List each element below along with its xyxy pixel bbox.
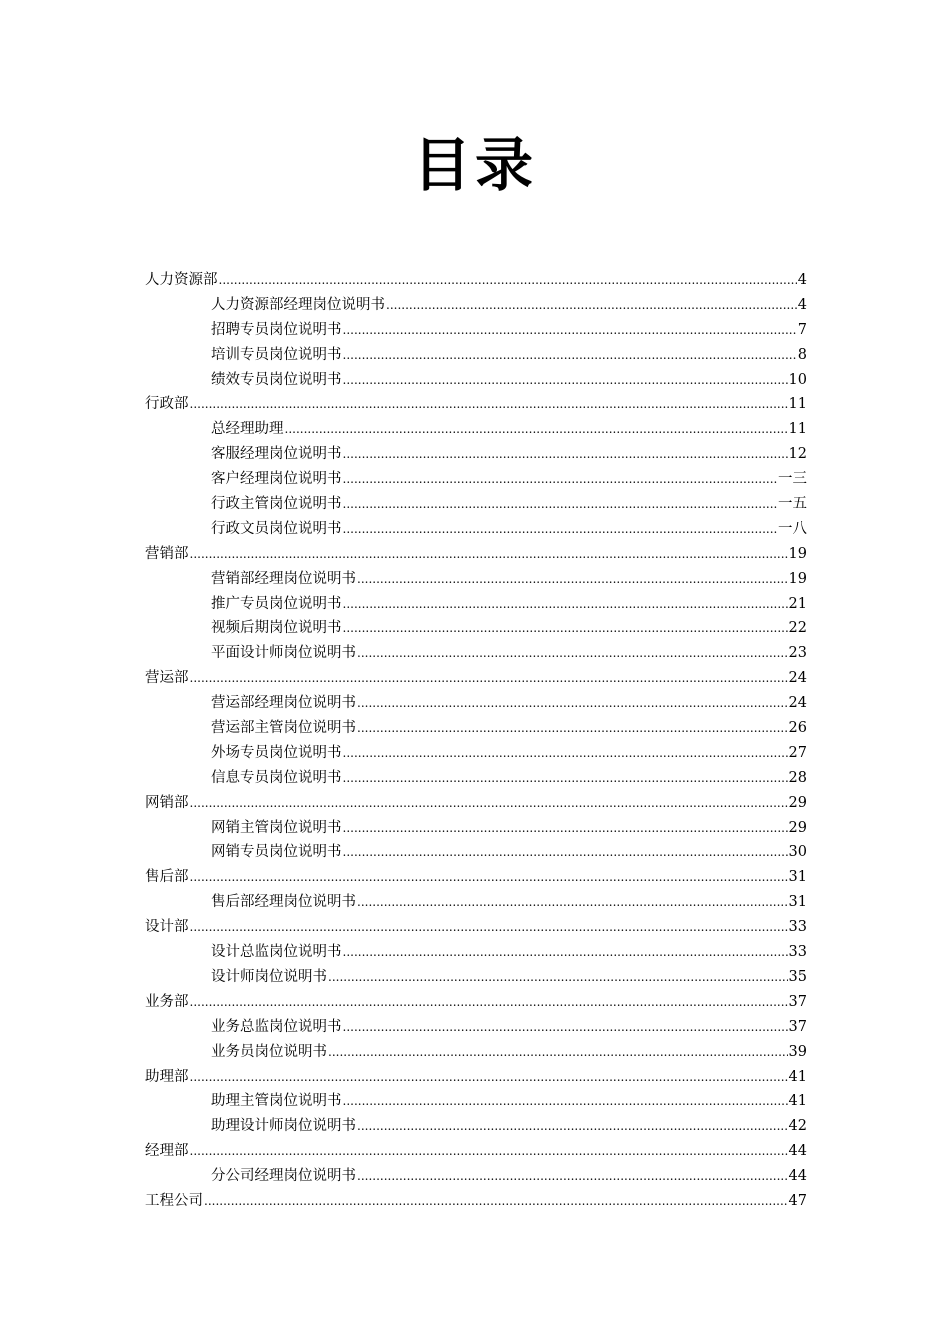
toc-page-number: 33 [788,944,807,961]
toc-entry-label: 助理设计师岗位说明书 [211,1118,356,1135]
toc-entry-label: 行政文员岗位说明书 [211,520,342,537]
toc-subsection-entry[interactable] [145,417,807,442]
toc-dot-leader [190,392,788,417]
toc-page-number: 31 [788,869,807,886]
toc-page-number: 8 [797,346,807,363]
toc-page-number: 一八 [778,520,807,537]
toc-dot-leader [190,1139,788,1164]
toc-entry-label: 业务员岗位说明书 [211,1043,327,1060]
toc-subsection-entry[interactable] [145,816,807,841]
toc-dot-leader [343,442,788,467]
toc-page-number: 28 [788,769,807,786]
toc-subsection-entry[interactable] [145,965,807,990]
toc-section-entry[interactable] [145,791,807,816]
toc-entry-label: 网销部 [145,794,189,811]
toc-dot-leader [190,1065,788,1090]
toc-dot-leader [285,417,788,442]
toc-entry-label: 推广专员岗位说明书 [211,595,342,612]
toc-subsection-entry[interactable] [145,940,807,965]
toc-entry-label: 分公司经理岗位说明书 [211,1168,356,1185]
toc-entry-label: 设计师岗位说明书 [211,968,327,985]
toc-entry-label: 助理部 [145,1068,189,1085]
toc-page-number: 44 [788,1143,807,1160]
toc-page-number: 37 [788,1018,807,1035]
toc-dot-leader [343,492,778,517]
toc-section-entry[interactable] [145,392,807,417]
toc-entry-label: 设计总监岗位说明书 [211,944,342,961]
toc-subsection-entry[interactable] [145,766,807,791]
toc-dot-leader [343,766,788,791]
table-of-contents [145,268,807,1214]
toc-entry-label: 人力资源部 [145,272,218,288]
toc-entry-label: 绩效专员岗位说明书 [211,371,342,388]
toc-subsection-entry[interactable] [145,318,807,343]
toc-subsection-entry[interactable] [145,1089,807,1114]
toc-page-number: 7 [797,321,807,338]
toc-dot-leader [343,1089,788,1114]
toc-section-entry[interactable] [145,666,807,691]
toc-entry-label: 招聘专员岗位说明书 [211,321,342,338]
toc-entry-label: 行政主管岗位说明书 [211,496,342,513]
toc-page-number: 29 [788,794,807,811]
toc-dot-leader [357,1164,788,1189]
toc-dot-leader [328,1040,788,1065]
toc-dot-leader [343,816,788,841]
toc-entry-label: 营运部经理岗位说明书 [211,695,356,712]
toc-page-number: 一三 [778,471,807,488]
toc-subsection-entry[interactable] [145,1015,807,1040]
toc-subsection-entry[interactable] [145,1114,807,1139]
toc-entry-label: 助理主管岗位说明书 [211,1093,342,1110]
toc-entry-label: 业务部 [145,993,189,1010]
toc-entry-label: 营运部主管岗位说明书 [211,720,356,737]
toc-section-entry[interactable] [145,268,807,293]
toc-page-number: 41 [788,1068,807,1085]
toc-page-number: 11 [788,421,807,438]
toc-page-number: 44 [788,1168,807,1185]
toc-subsection-entry[interactable] [145,592,807,617]
toc-entry-label: 工程公司 [145,1192,203,1209]
toc-subsection-entry[interactable] [145,492,807,517]
toc-subsection-entry[interactable] [145,343,807,368]
toc-page-number: 11 [788,396,807,413]
toc-dot-leader [357,716,788,741]
toc-dot-leader [190,990,788,1015]
toc-entry-label: 行政部 [145,396,189,413]
toc-dot-leader [343,940,788,965]
toc-page-number: 4 [797,272,807,288]
toc-subsection-entry[interactable] [145,741,807,766]
toc-subsection-entry[interactable] [145,840,807,865]
toc-section-entry[interactable] [145,542,807,567]
toc-subsection-entry[interactable] [145,691,807,716]
toc-dot-leader [190,915,788,940]
toc-entry-label: 网销主管岗位说明书 [211,819,342,836]
toc-entry-label: 经理部 [145,1143,189,1160]
toc-page-number: 一五 [778,496,807,513]
toc-dot-leader [343,840,788,865]
toc-dot-leader [343,616,788,641]
toc-dot-leader [357,641,788,666]
toc-section-entry[interactable] [145,915,807,940]
toc-dot-leader [328,965,788,990]
toc-subsection-entry[interactable] [145,616,807,641]
toc-page-number: 19 [788,545,807,562]
toc-page-number: 27 [788,744,807,761]
toc-entry-label: 培训专员岗位说明书 [211,346,342,363]
toc-dot-leader [357,890,788,915]
toc-page-number: 12 [788,446,807,463]
toc-section-entry[interactable] [145,1189,807,1214]
toc-page-number: 42 [788,1118,807,1135]
toc-dot-leader [343,741,788,766]
toc-subsection-entry[interactable] [145,368,807,393]
toc-dot-leader [343,318,797,343]
toc-page-number: 21 [788,595,807,612]
toc-dot-leader [204,1189,788,1214]
toc-section-entry[interactable] [145,990,807,1015]
toc-page-number: 41 [788,1093,807,1110]
toc-entry-label: 售后部经理岗位说明书 [211,894,356,911]
toc-dot-leader [190,791,788,816]
toc-page-number: 23 [788,645,807,662]
page-title: 目录 [412,131,537,199]
toc-dot-leader [386,293,797,318]
toc-dot-leader [190,666,788,691]
toc-entry-label: 总经理助理 [211,421,284,438]
toc-page-number: 24 [788,695,807,712]
toc-page-number: 31 [788,894,807,911]
toc-page-number: 10 [788,371,807,388]
toc-entry-label: 信息专员岗位说明书 [211,769,342,786]
toc-subsection-entry[interactable] [145,442,807,467]
toc-page-number: 47 [788,1192,807,1209]
toc-entry-label: 平面设计师岗位说明书 [211,645,356,662]
toc-dot-leader [343,467,778,492]
toc-entry-label: 视频后期岗位说明书 [211,620,342,637]
toc-dot-leader [343,1015,788,1040]
toc-section-entry[interactable] [145,1065,807,1090]
toc-dot-leader [190,542,788,567]
toc-entry-label: 营销部经理岗位说明书 [211,570,356,587]
toc-subsection-entry[interactable] [145,890,807,915]
toc-page-number: 33 [788,919,807,936]
toc-page-number: 24 [788,670,807,687]
toc-subsection-entry[interactable] [145,467,807,492]
toc-dot-leader [357,691,788,716]
toc-subsection-entry[interactable] [145,716,807,741]
toc-entry-label: 客服经理岗位说明书 [211,446,342,463]
toc-entry-label: 售后部 [145,869,189,886]
toc-dot-leader [190,865,788,890]
toc-entry-label: 人力资源部经理岗位说明书 [211,296,385,313]
toc-entry-label: 设计部 [145,919,189,936]
toc-page-number: 37 [788,993,807,1010]
toc-subsection-entry[interactable] [145,567,807,592]
toc-subsection-entry[interactable] [145,1040,807,1065]
toc-page-number: 39 [788,1043,807,1060]
toc-dot-leader [343,592,788,617]
toc-subsection-entry[interactable] [145,293,807,318]
toc-section-entry[interactable] [145,865,807,890]
toc-dot-leader [343,368,788,393]
toc-subsection-entry[interactable] [145,641,807,666]
toc-section-entry[interactable] [145,1139,807,1164]
toc-dot-leader [343,517,778,542]
toc-entry-label: 业务总监岗位说明书 [211,1018,342,1035]
toc-page-number: 19 [788,570,807,587]
toc-page-number: 29 [788,819,807,836]
toc-dot-leader [357,567,788,592]
toc-entry-label: 外场专员岗位说明书 [211,744,342,761]
toc-entry-label: 客户经理岗位说明书 [211,471,342,488]
toc-dot-leader [357,1114,788,1139]
toc-subsection-entry[interactable] [145,517,807,542]
toc-subsection-entry[interactable] [145,1164,807,1189]
toc-entry-label: 营销部 [145,545,189,562]
toc-dot-leader [343,343,797,368]
toc-dot-leader [219,268,797,293]
toc-page-number: 30 [788,844,807,861]
toc-page-number: 22 [788,620,807,637]
toc-entry-label: 营运部 [145,670,189,687]
toc-page-number: 4 [797,296,807,313]
toc-entry-label: 网销专员岗位说明书 [211,844,342,861]
toc-page-number: 26 [788,720,807,737]
toc-page-number: 35 [788,968,807,985]
